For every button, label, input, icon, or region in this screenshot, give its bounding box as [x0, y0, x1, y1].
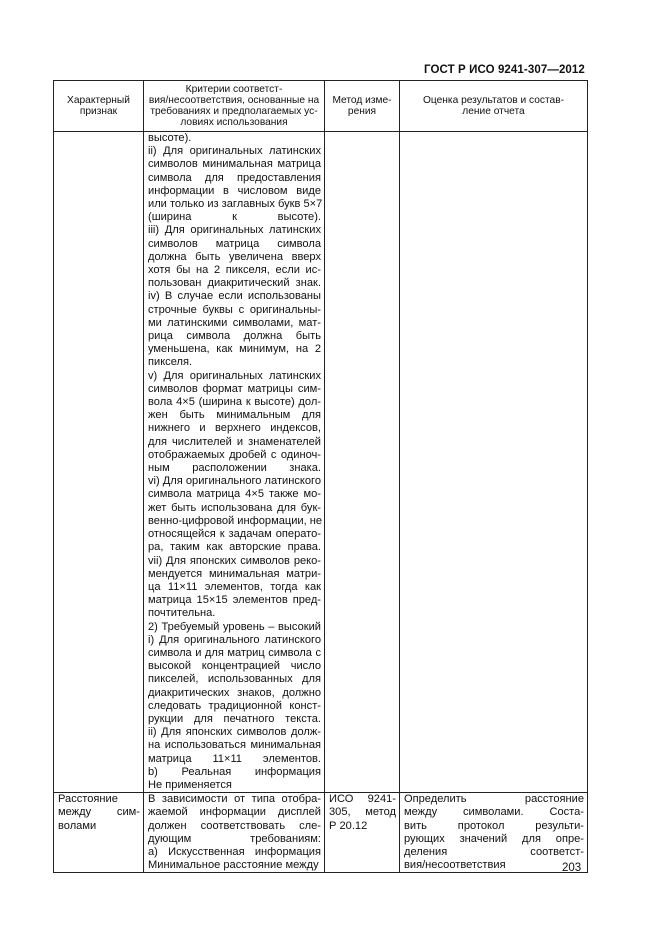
cell-text-line: vii) Для японских символов реко-	[148, 554, 321, 567]
cell-text-line: Р 20.12	[329, 819, 368, 832]
cell-text-line: между символами. Соста-	[404, 806, 584, 819]
cell-text-line: рующих значений для опре-	[404, 832, 584, 845]
cell-text-line: или только из заглавных букв 5×7	[148, 198, 323, 211]
header-text-line: требованиях и предполагаемых ус-	[150, 106, 318, 117]
column-header-feature	[54, 81, 144, 132]
cell-text-line: матрица 15×15 элементов пред-	[148, 594, 321, 607]
cell-text-line: 305, метод	[329, 806, 396, 819]
cell-text-line: хотя бы на 2 пикселя, если ис-	[148, 264, 321, 277]
cell-text-line: В зависимости от типа отобра-	[148, 793, 321, 806]
column-header-evaluation	[400, 81, 588, 132]
table-header-row	[54, 81, 588, 132]
cell-text-line: отображаемых дробей с одиноч-	[148, 448, 321, 461]
cell-text-line: символов минимальная матрица	[148, 158, 321, 171]
cell-text-line: волами	[58, 819, 97, 832]
cell-text-line: пикселей, использованных для	[148, 673, 321, 686]
cell-text-line: относящейся к задачам операто-	[148, 528, 321, 541]
document-header: ГОСТ Р ИСО 9241-307—2012	[424, 64, 585, 76]
cell-text-line: высоте).	[148, 132, 192, 144]
cell-method	[325, 793, 400, 873]
cell-text-line: матрица 11×11 элементов.	[148, 752, 321, 765]
cell-text-line: вить протокол результи-	[404, 819, 584, 832]
cell-text-line: должен соответствовать сле-	[148, 819, 321, 832]
cell-text-line: символов формат матрицы сим-	[148, 382, 321, 395]
cell-text-line: v) Для оригинальных латинских	[148, 369, 321, 382]
header-text-line: ловиях использования	[180, 117, 288, 128]
cell-text-line: нижнего и верхнего индексов,	[148, 422, 321, 435]
cell-text-line: ii) Для оригинальных латинских	[148, 145, 321, 158]
cell-evaluation	[400, 132, 588, 793]
cell-feature	[54, 793, 144, 873]
cell-text-line: ным расположении знака.	[148, 462, 321, 475]
cell-text-line: рица символа должна быть	[148, 330, 321, 343]
header-text-line: Критерии соответст-	[185, 84, 283, 95]
header-text-line: признак	[79, 106, 118, 117]
cell-text-line: ра, таким как авторские права.	[148, 541, 321, 554]
cell-text-line: iv) В случае если использованы	[148, 290, 321, 303]
cell-feature	[54, 132, 144, 793]
cell-text-line: информации в числовом виде	[148, 184, 321, 197]
header-text-line: вия/несоответствия, основанные на	[148, 95, 320, 106]
column-header-method	[325, 81, 400, 132]
cell-text-line: деления соответст-	[404, 845, 584, 858]
cell-text-line: ми латинскими символами, мат-	[148, 316, 321, 329]
cell-text-line: венно-цифровой информации, не	[148, 514, 323, 527]
cell-text-line: для числителей и знаменателей	[148, 435, 321, 448]
cell-text-line: на использоваться минимальная	[148, 739, 321, 752]
column-header-criteria	[144, 81, 325, 132]
cell-text-line: вола 4×5 (ширина к высоте) дол-	[148, 396, 321, 409]
cell-text-line: высокой концентрацией число	[148, 660, 321, 673]
cell-text-line: Не применяется	[148, 778, 232, 791]
cell-text-line: мендуется минимальная матри-	[148, 567, 321, 580]
cell-evaluation	[400, 793, 588, 873]
cell-text-line: почтительна.	[148, 607, 216, 620]
cell-text-line: диакритических знаков, должно	[148, 686, 321, 699]
header-text-line: Характерный	[67, 95, 130, 106]
requirements-table	[53, 80, 588, 873]
cell-text-line: Минимальное расстояние между	[148, 859, 319, 872]
cell-text-line: жет быть использована для бук-	[148, 501, 321, 514]
cell-text-line: Расстояние	[58, 793, 118, 806]
cell-text-line: 2) Требуемый уровень – высокий	[148, 620, 321, 633]
cell-text-line: рукции для печатного текста.	[148, 712, 321, 725]
cell-text-line: уменьшена, как минимум, на 2	[148, 343, 321, 356]
cell-text-line: пользован диакритический знак.	[148, 277, 321, 290]
cell-text-line: b) Реальная информация	[148, 765, 321, 778]
header-text-line: Оценка результатов и состав-	[422, 95, 565, 106]
cell-text-line: vi) Для оригинального латинского	[148, 475, 322, 488]
cell-text-line: дующим требованиям:	[148, 832, 321, 845]
cell-text-line: пикселя.	[148, 356, 193, 369]
cell-text-line: i) Для оригинального латинского	[148, 633, 321, 646]
cell-criteria	[144, 132, 325, 793]
cell-method	[325, 132, 400, 793]
table-row	[54, 793, 588, 873]
cell-text-line: а) Искусственная информация	[148, 845, 321, 858]
header-text-line: Метод изме-	[332, 95, 392, 106]
cell-text-line: строчные буквы с оригинальны-	[148, 303, 321, 316]
cell-text-line: символа матрица 4×5 также мо-	[148, 488, 321, 501]
cell-text-line: ii) Для японских символов долж-	[148, 726, 321, 739]
header-text-line: рения	[347, 106, 377, 117]
cell-text-line: между сим-	[58, 806, 140, 819]
cell-text-line: iii) Для оригинальных латинских	[148, 224, 321, 237]
cell-text-line: Определить расстояние	[404, 793, 584, 806]
cell-text-line: (ширина к высоте).	[148, 211, 321, 224]
cell-text-line: ИСО 9241-	[329, 793, 396, 806]
cell-criteria	[144, 793, 325, 873]
cell-text-line: должна быть увеличена вверх	[148, 250, 321, 263]
cell-text-line: жаемой информации дисплей	[148, 806, 321, 819]
cell-text-line: следовать традиционной конст-	[148, 699, 321, 712]
cell-text-line: ца 11×11 элементов, тогда как	[148, 580, 321, 593]
cell-text-line: символов матрица символа	[148, 237, 321, 250]
header-text-line: ление отчета	[462, 106, 525, 117]
cell-text-line: символа и для матриц символа с	[148, 646, 321, 659]
cell-text-line: вия/несоответствия	[404, 859, 506, 872]
cell-text-line: жен быть минимальным для	[148, 409, 321, 422]
cell-text-line: символа для предоставления	[148, 171, 321, 184]
page-number: 203	[562, 862, 582, 874]
table-row	[54, 132, 588, 793]
